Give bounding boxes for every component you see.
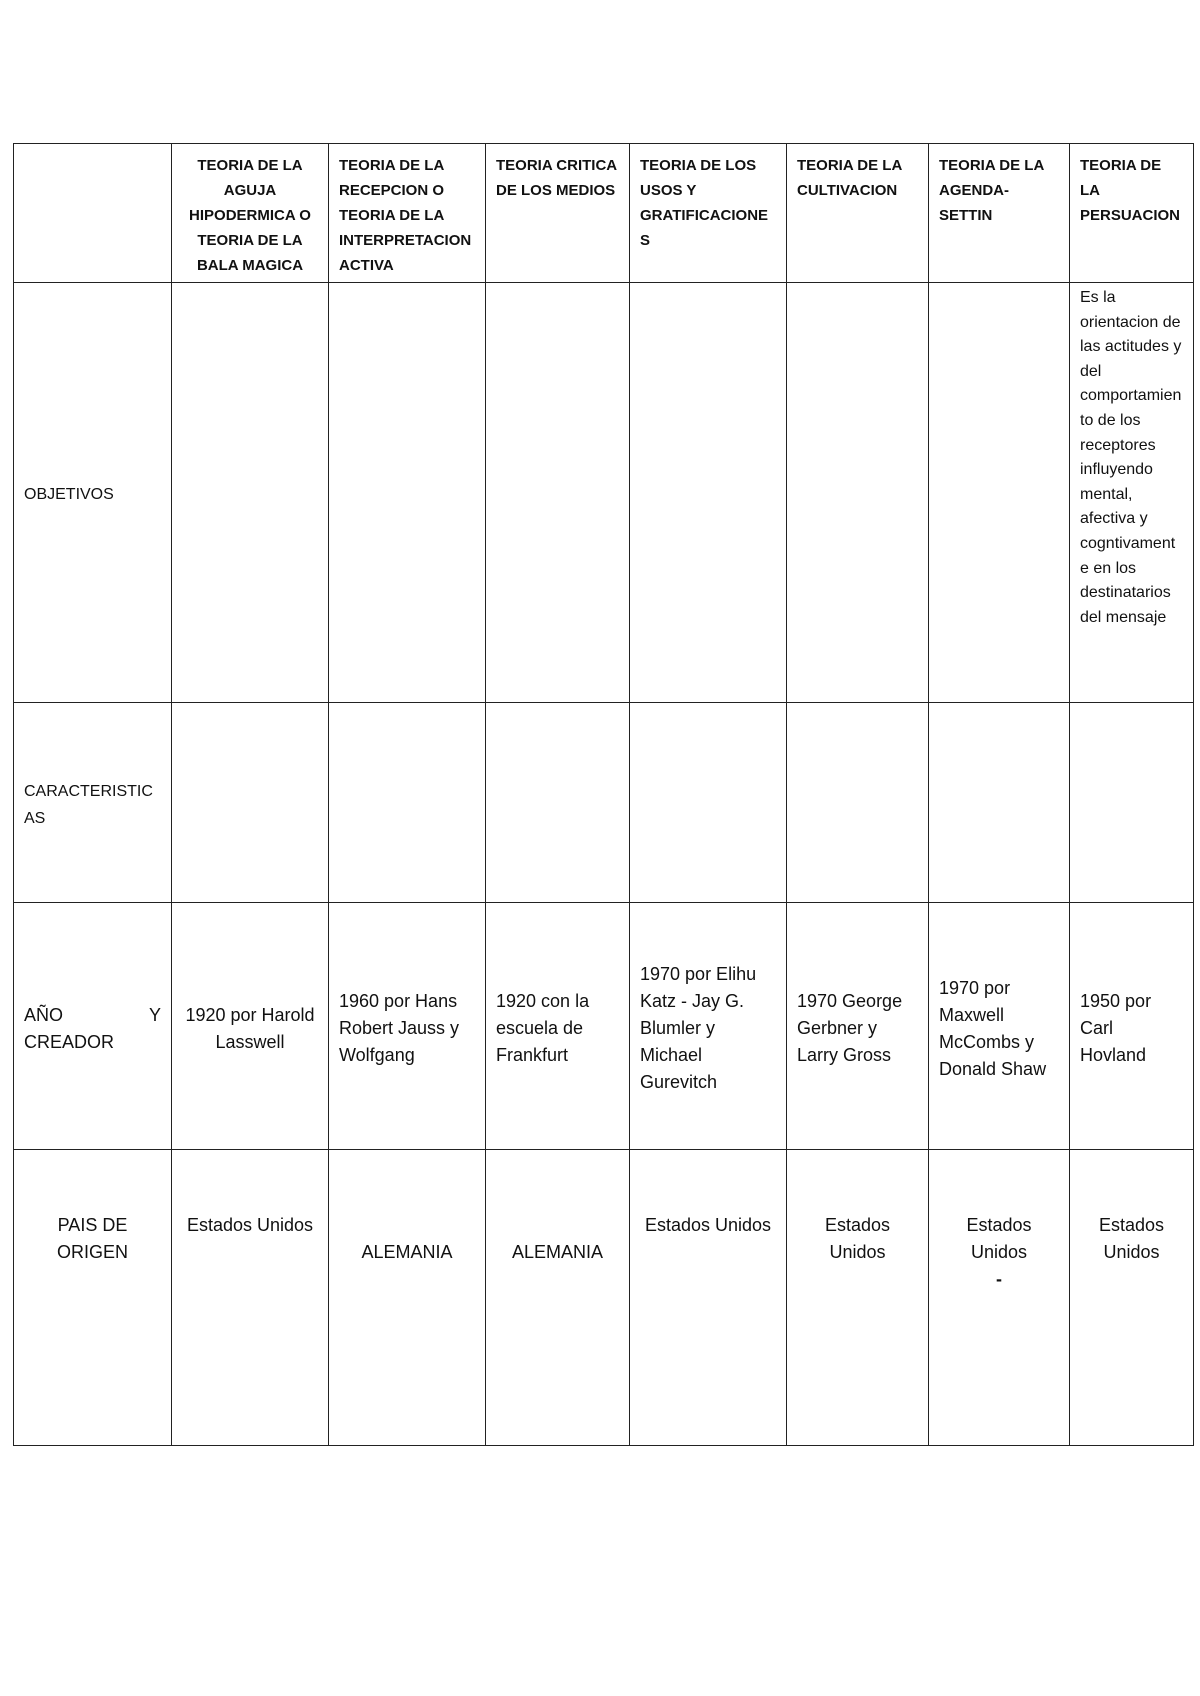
cell-pais-7: Estados Unidos [1070,1150,1194,1446]
cell-anio-7: 1950 por Carl Hovland [1070,903,1194,1150]
row-label-caracteristicas: CARACTERISTICAS [14,703,172,903]
row-label-anio-creador: AÑO Y CREADOR [14,903,172,1150]
header-aguja-hipodermica: TEORIA DE LA AGUJA HIPODERMICA O TEORIA DE LA BALA MAGICA [172,144,329,283]
cell-anio-3: 1920 con la escuela de Frankfurt [486,903,630,1150]
cell-caracteristicas-7 [1070,703,1194,903]
cell-caracteristicas-3 [486,703,630,903]
cell-pais-5: Estados Unidos [787,1150,929,1446]
row-label-objetivos: OBJETIVOS [14,283,172,703]
cell-caracteristicas-2 [329,703,486,903]
cell-objetivos-1 [172,283,329,703]
cell-pais-6-text: Estados Unidos [966,1215,1032,1262]
cell-caracteristicas-1 [172,703,329,903]
header-row [14,144,1194,283]
table-row-pais-origen [14,1150,1194,1446]
cell-objetivos-2 [329,283,486,703]
cell-caracteristicas-5 [787,703,929,903]
row-label-pais-origen: PAIS DE ORIGEN [14,1150,172,1446]
cell-anio-2: 1960 por Hans Robert Jauss y Wolfgang [329,903,486,1150]
corner-cell [14,144,172,283]
header-critica-medios: TEORIA CRITICA DE LOS MEDIOS [486,144,630,283]
table-row-objetivos [14,283,1194,703]
cell-pais-4: Estados Unidos [630,1150,787,1446]
cell-anio-4: 1970 por Elihu Katz - Jay G. Blumler y Michael Gurevitch [630,903,787,1150]
cell-anio-6: 1970 por Maxwell McCombs y Donald Shaw [929,903,1070,1150]
header-usos-gratificaciones: TEORIA DE LOS USOS Y GRATIFICACIONES [630,144,787,283]
cell-anio-5: 1970 George Gerbner y Larry Gross [787,903,929,1150]
table-row-anio-creador [14,903,1194,1150]
cell-objetivos-4 [630,283,787,703]
header-cultivacion: TEORIA DE LA CULTIVACION [787,144,929,283]
cell-pais-1: Estados Unidos [172,1150,329,1446]
header-recepcion: TEORIA DE LA RECEPCION O TEORIA DE LA INTERPRETACION ACTIVA [329,144,486,283]
cell-pais-6-mark: - [996,1269,1002,1289]
cell-objetivos-5 [787,283,929,703]
theories-table [13,143,1194,1446]
cell-pais-6 [929,1150,1070,1446]
cell-objetivos-6 [929,283,1070,703]
cell-pais-2: ALEMANIA [329,1150,486,1446]
header-persuacion: TEORIA DE LA PERSUACION [1070,144,1194,283]
table-row-caracteristicas [14,703,1194,903]
cell-anio-1: 1920 por Harold Lasswell [172,903,329,1150]
header-agenda-settin: TEORIA DE LA AGENDA-SETTIN [929,144,1070,283]
cell-objetivos-3 [486,283,630,703]
cell-objetivos-7: Es la orientacion de las actitudes y del comportamiento de los receptores influyendo mental, afectiva y cogntivamente en los destinatarios del mensaje [1070,283,1194,703]
cell-pais-3: ALEMANIA [486,1150,630,1446]
cell-caracteristicas-6 [929,703,1070,903]
cell-caracteristicas-4 [630,703,787,903]
